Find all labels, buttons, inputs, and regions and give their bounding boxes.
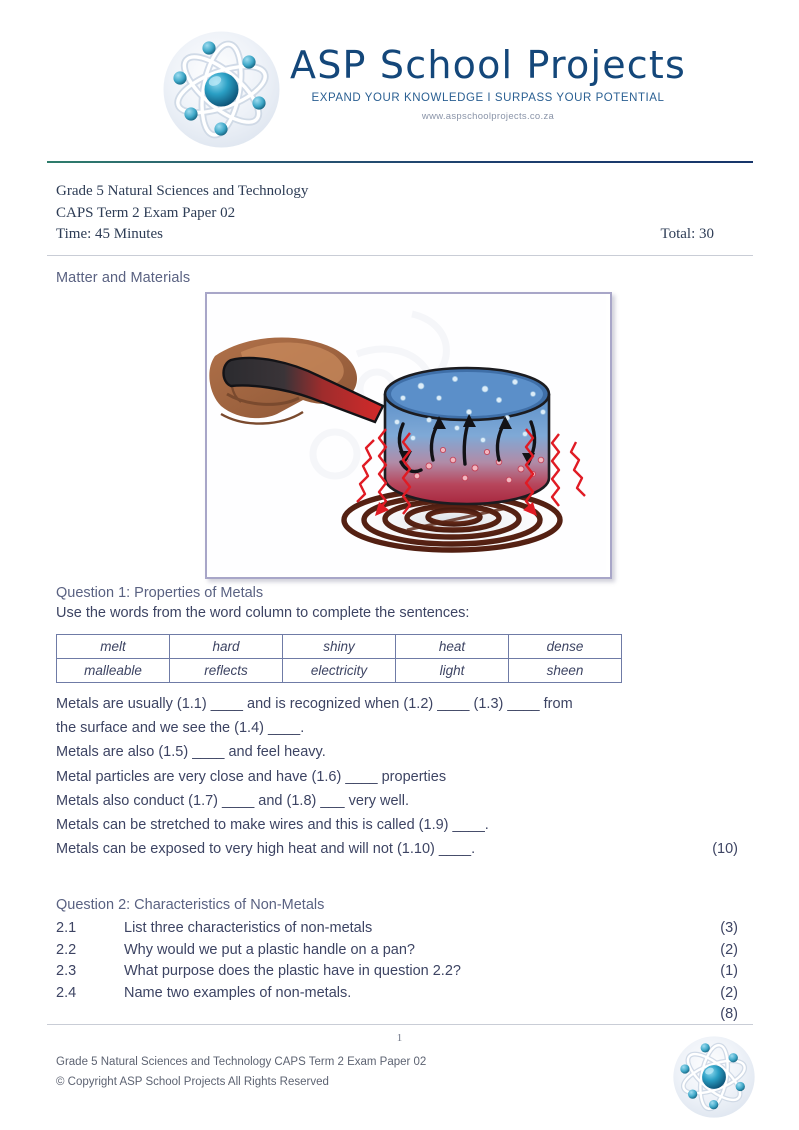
question1-line-last: [56, 837, 756, 861]
question2-heading: Question 2: Characteristics of Non-Metals: [56, 897, 325, 913]
word-bank-table: [56, 634, 622, 683]
convection-diagram-svg: [207, 294, 606, 573]
question2-marks: (1): [720, 963, 738, 979]
question2-number: 2.1: [56, 920, 77, 936]
word-cell: melt: [57, 635, 170, 659]
exam-meta: [56, 181, 756, 246]
page-header: [0, 0, 799, 152]
question1-instruction: Use the words from the word column to complete the sentences:: [56, 605, 470, 621]
word-cell: dense: [509, 635, 622, 659]
question1-line: Metals are also (1.5) ____ and feel heavy.: [56, 744, 326, 761]
question2-text: Name two examples of non-metals.: [124, 984, 352, 1001]
question2-number: 2.4: [56, 984, 77, 1001]
brand-tagline: EXPAND YOUR KNOWLEDGE I SURPASS YOUR POTENTIAL: [311, 92, 665, 104]
question1-line: Metals also conduct (1.7) ____ and (1.8) ___ very well.: [56, 792, 410, 809]
meta-divider: [47, 255, 753, 256]
word-cell: heat: [396, 635, 509, 659]
word-cell: reflects: [170, 659, 283, 683]
question1-line: the surface and we see the (1.4) ____.: [56, 720, 305, 737]
list-item: [56, 918, 756, 940]
question1-line: Metals can be stretched to make wires and this is called (1.9) ____.: [56, 817, 489, 834]
question1-marks: (10): [712, 841, 738, 858]
question2-marks: (2): [720, 984, 738, 1001]
word-cell: light: [396, 659, 509, 683]
question1-line-text: Metals can be exposed to very high heat and will not (1.10) ____.: [56, 841, 476, 858]
question2-marks: (3): [720, 920, 738, 936]
question2-number: 2.3: [56, 963, 77, 979]
brand-website-url: www.aspschoolprojects.co.za: [421, 111, 555, 122]
question2-number: 2.2: [56, 941, 77, 958]
question1-heading: Question 1: Properties of Metals: [56, 585, 264, 601]
table-row: [57, 659, 622, 683]
question2-text: List three characteristics of non-metals: [124, 920, 373, 936]
meta-total: Total: 30: [660, 226, 714, 242]
header-divider: [47, 161, 753, 163]
question2-total-row: [56, 1004, 756, 1026]
page-number: 1: [396, 1032, 403, 1044]
question1-line: Metals are usually (1.1) ____ and is recognized when (1.2) ____ (1.3) ____ from: [56, 696, 573, 712]
convection-pan-illustration: [205, 292, 612, 579]
question2-marks: (2): [720, 941, 738, 958]
brand-text-block: [288, 42, 688, 122]
meta-time-label: Time: 45 Minutes: [56, 226, 163, 242]
word-cell: electricity: [283, 659, 396, 683]
question2-text: Why would we put a plastic handle on a pan?: [124, 941, 415, 958]
meta-time: [56, 224, 756, 246]
list-item: [56, 983, 756, 1005]
word-cell: malleable: [57, 659, 170, 683]
list-item: [56, 940, 756, 962]
meta-paper: CAPS Term 2 Exam Paper 02: [56, 204, 236, 221]
list-item: [56, 961, 756, 983]
brand-title: ASP School Projects: [290, 43, 686, 87]
word-cell: sheen: [509, 659, 622, 683]
atom-icon: [673, 1036, 755, 1118]
footer-copyright: © Copyright ASP School Projects All Rights Reserved: [56, 1076, 329, 1088]
question2-total-marks: (8): [720, 1006, 738, 1022]
footer-text: [56, 1052, 426, 1092]
question2-text: What purpose does the plastic have in question 2.2?: [124, 963, 461, 979]
footer-paper-line: Grade 5 Natural Sciences and Technology CAPS Term 2 Exam Paper 02: [56, 1056, 427, 1068]
question2-list: [56, 918, 756, 1026]
section-heading: Matter and Materials: [56, 270, 191, 286]
meta-grade-subject: Grade 5 Natural Sciences and Technology: [56, 183, 309, 199]
word-cell: shiny: [283, 635, 396, 659]
footer-divider: [47, 1024, 753, 1025]
word-cell: hard: [170, 635, 283, 659]
question1-body: [56, 692, 756, 861]
table-row: [57, 635, 622, 659]
question1-line: Metal particles are very close and have (1.6) ____ properties: [56, 768, 447, 785]
atom-icon: [163, 31, 280, 148]
